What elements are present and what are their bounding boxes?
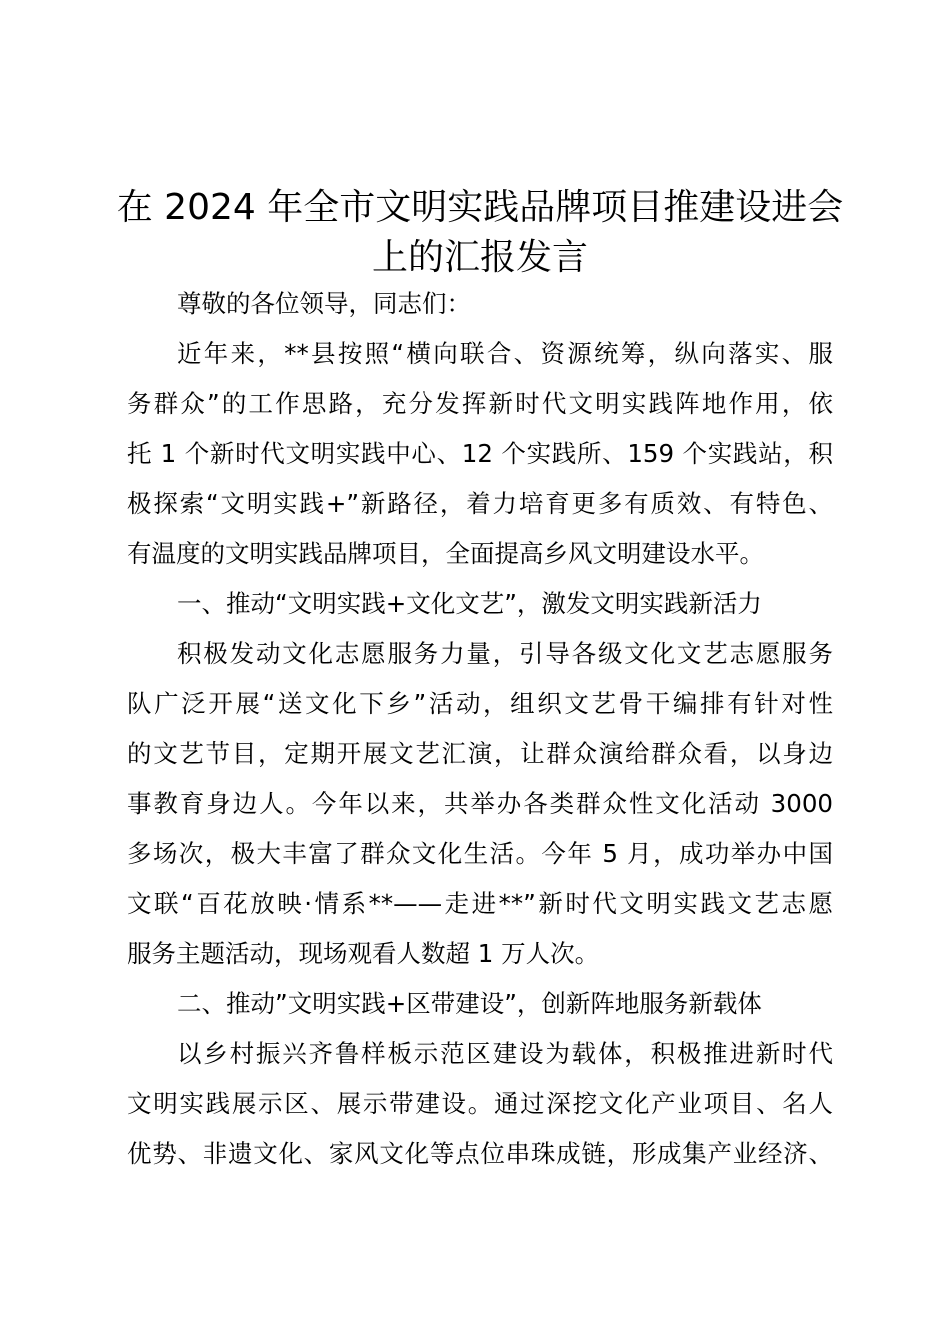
section1-line-6: 文联“百花放映·情系**——走进**”新时代文明实践文艺志愿 <box>127 889 833 918</box>
document-title-line-1: 在 2024 年全市文明实践品牌项目推建设进会 <box>116 187 844 228</box>
intro-line-5: 有温度的文明实践品牌项目，全面提高乡风文明建设水平。 <box>127 539 764 568</box>
intro-line-3: 托 1 个新时代文明实践中心、12 个实践所、159 个实践站，积 <box>127 439 833 468</box>
intro-line-2: 务群众”的工作思路，充分发挥新时代文明实践阵地作用，依 <box>127 389 833 418</box>
section1-line-2: 队广泛开展“送文化下乡”活动，组织文艺骨干编排有针对性 <box>127 689 833 718</box>
document-title-line-2: 上的汇报发言 <box>371 237 588 278</box>
section2-line-2: 文明实践展示区、展示带建设。通过深挖文化产业项目、名人 <box>127 1089 833 1118</box>
section-heading-2: 二、推动”文明实践+区带建设”，创新阵地服务新载体 <box>177 989 762 1018</box>
intro-line-1: 近年来，**县按照“横向联合、资源统筹，纵向落实、服 <box>177 339 833 368</box>
section1-line-5: 多场次，极大丰富了群众文化生活。今年 5 月，成功举办中国 <box>127 839 833 868</box>
salutation: 尊敬的各位领导，同志们： <box>177 289 471 318</box>
section1-line-4: 事教育身边人。今年以来，共举办各类群众性文化活动 3000 <box>127 789 833 818</box>
section2-line-3: 优势、非遗文化、家风文化等点位串珠成链，形成集产业经济、 <box>127 1139 833 1168</box>
section-heading-1: 一、推动“文明实践+文化文艺”，激发文明实践新活力 <box>177 589 762 618</box>
section1-line-3: 的文艺节目，定期开展文艺汇演，让群众演给群众看，以身边 <box>127 739 833 768</box>
section2-line-1: 以乡村振兴齐鲁样板示范区建设为载体，积极推进新时代 <box>177 1039 833 1068</box>
intro-line-4: 极探索“文明实践+”新路径，着力培育更多有质效、有特色、 <box>127 489 833 518</box>
section1-line-7: 服务主题活动，现场观看人数超 1 万人次。 <box>127 939 600 968</box>
section1-line-1: 积极发动文化志愿服务力量，引导各级文化文艺志愿服务 <box>177 639 833 668</box>
